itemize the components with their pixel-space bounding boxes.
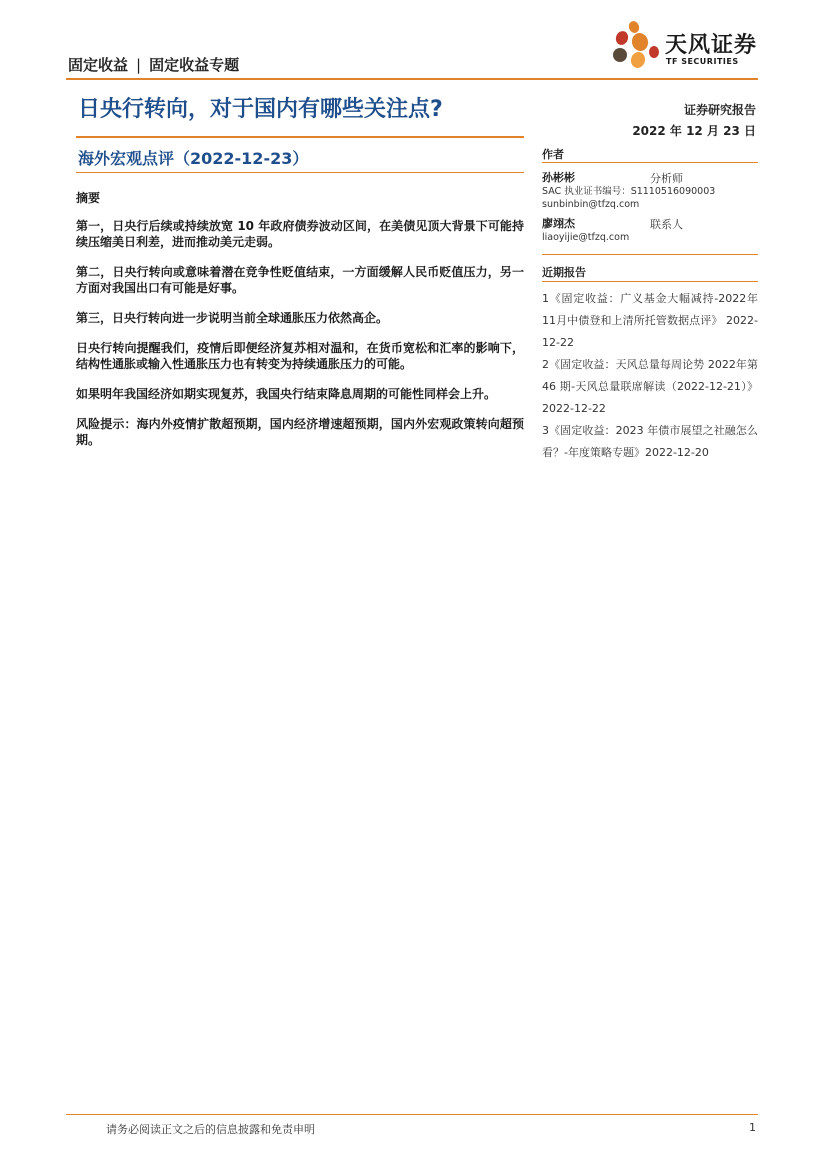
subcategory-label: 固定收益专题 xyxy=(149,56,240,74)
category-label: 固定收益 xyxy=(68,56,129,74)
summary-paragraph: 第三，日央行转向进一步说明当前全球通胀压力依然高企。 xyxy=(76,311,389,325)
summary-paragraph: 第二，日央行转向或意味着潜在竞争性贬值结束，一方面缓解人民币贬值压力，另一方面对我国出口有可能是好事。 xyxy=(76,265,524,295)
footer-disclaimer: 请务必阅读正文之后的信息披露和免责申明 xyxy=(106,1123,315,1136)
authors-divider xyxy=(542,162,758,163)
summary-paragraph: 如果明年我国经济如期实现复苏，我国央行结束降息周期的可能性同样会上升。 xyxy=(76,387,497,401)
footer-divider xyxy=(66,1114,758,1115)
author-cert: SAC 执业证书编号：S1110516090003 xyxy=(542,186,716,197)
author-email-link[interactable]: liaoyijie@tfzq.com xyxy=(542,232,630,243)
report-category xyxy=(68,54,239,75)
authors-heading: 作者 xyxy=(542,148,564,161)
logo-english-text: TF SECURITIES xyxy=(666,57,739,66)
recent-reports-list xyxy=(542,288,758,464)
report-type: 证券研究报告 xyxy=(683,103,756,117)
recent-bottom-divider xyxy=(542,281,758,282)
header-divider xyxy=(66,78,758,80)
recent-reports-heading: 近期报告 xyxy=(542,266,586,279)
author-role: 联系人 xyxy=(650,218,683,231)
recent-top-divider xyxy=(542,254,758,255)
recent-report-item[interactable]: 1《固定收益：广义基金大幅减持-2022年11月中债登和上清所托管数据点评》 2022-12-22 xyxy=(542,292,758,349)
author-name: 廖翊杰 xyxy=(542,217,575,230)
series-bottom-divider xyxy=(76,172,524,173)
logo-chinese-text: 天风证券 xyxy=(665,33,758,58)
summary-section xyxy=(76,190,524,462)
recent-report-item[interactable]: 2《固定收益：天风总量每周论势 2022年第 46 期-天风总量联席解读（2022-12-21）》 2022-12-22 xyxy=(542,358,758,415)
summary-heading: 摘要 xyxy=(76,191,101,205)
report-title: 日央行转向，对于国内有哪些关注点? xyxy=(78,97,443,122)
summary-paragraph: 风险提示：海内外疫情扩散超预期，国内经济增速超预期，国内外宏观政策转向超预期。 xyxy=(76,417,524,447)
series-title: 海外宏观点评（2022-12-23） xyxy=(78,149,309,168)
author-name: 孙彬彬 xyxy=(542,171,575,184)
summary-paragraph: 第一，日央行后续或持续放宽 10 年政府债券波动区间，在美债见顶大背景下可能持续压缩美日利差，进而推动美元走弱。 xyxy=(76,219,524,249)
report-date: 2022 年 12 月 23 日 xyxy=(632,124,756,138)
category-separator: | xyxy=(136,56,142,74)
page-number: 1 xyxy=(749,1121,756,1134)
summary-paragraph: 日央行转向提醒我们，疫情后即便经济复苏相对温和，在货币宽松和汇率的影响下，结构性通胀或输入性通胀压力也有转变为持续通胀压力的可能。 xyxy=(76,341,524,371)
author-role: 分析师 xyxy=(650,172,683,185)
series-top-divider xyxy=(76,136,524,138)
author-email-link[interactable]: sunbinbin@tfzq.com xyxy=(542,199,640,210)
recent-report-item[interactable]: 3《固定收益：2023 年债市展望之社融怎么看？-年度策略专题》2022-12-20 xyxy=(542,424,758,459)
